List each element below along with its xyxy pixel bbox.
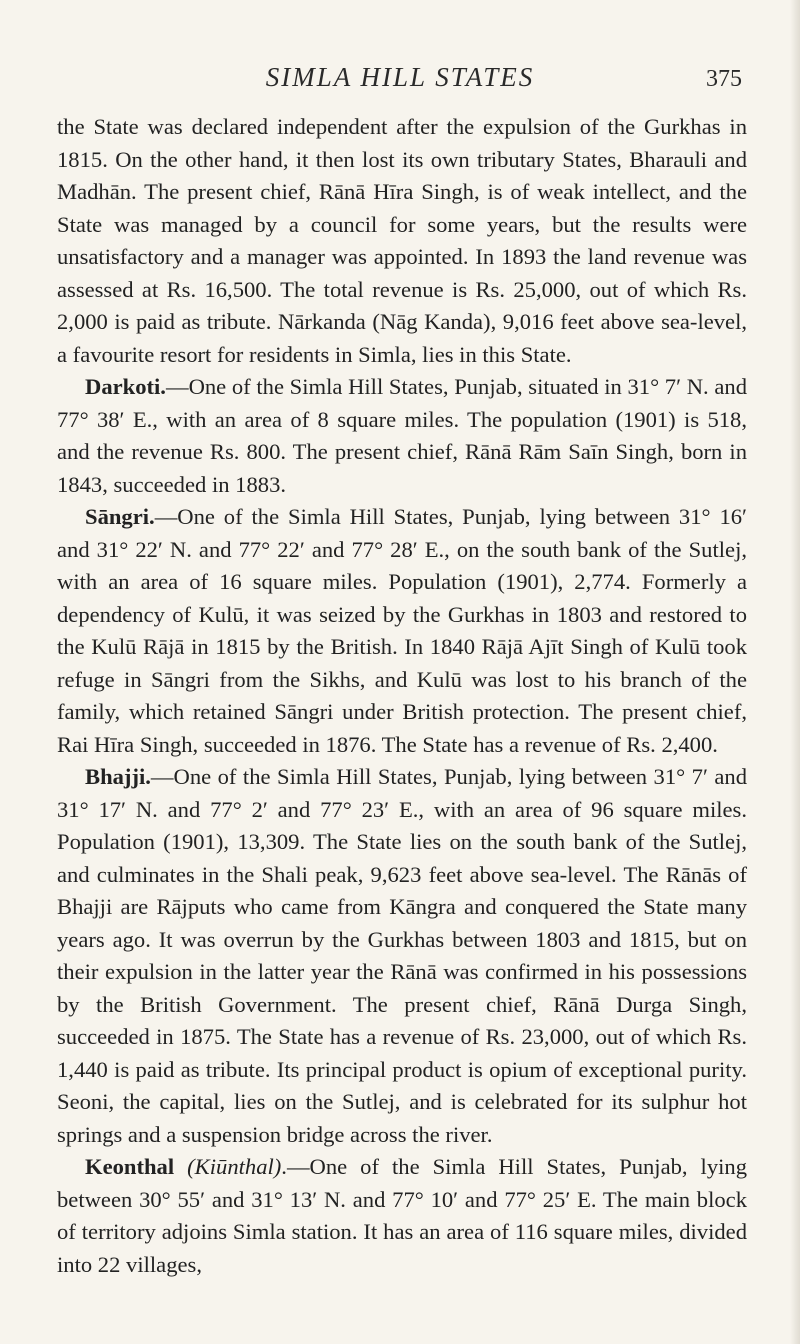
entry-darkoti: [57, 371, 747, 501]
entry-keonthal: [57, 1151, 747, 1281]
paragraph-continuation: [57, 111, 747, 371]
entry-text: .—One of the Simla Hill States, Punjab, lying between 30° 55′ and 31° 13′ N. and 77° 10′ and 77° 25′ E. The main block of territory adjoins Simla station. It has an area of 116 square miles, divided into 22 villages,: [57, 1154, 747, 1277]
page-edge-shadow: [790, 0, 800, 1344]
body-text: [57, 111, 747, 1281]
running-title: SIMLA HILL STATES: [265, 62, 535, 92]
entry-text: —One of the Simla Hill States, Punjab, lying between 31° 16′ and 31° 22′ N. and 77° 22′ and 77° 28′ E., on the south bank of the Sutlej, with an area of 16 square miles. Population (1901), 2,774. Formerly a dependency of Kulū, it was seized by the Gurkhas in 1803 and restored to the Kulū Rājā in 1815 by the British. In 1840 Rājā Ajīt Singh of Kulū took refuge in Sāngri from the Sikhs, and Kulū was lost to his branch of the family, which retained Sāngri under British protection. The present chief, Rai Hīra Singh, succeeded in 1876. The State has a revenue of Rs. 2,400.: [57, 504, 747, 757]
page-header: [0, 62, 800, 102]
entry-subtitle: (Kiūnthal): [187, 1154, 282, 1179]
entry-title: Bhajji.: [85, 764, 151, 789]
entry-text: —One of the Simla Hill States, Punjab, situated in 31° 7′ N. and 77° 38′ E., with an area of 8 square miles. The population (1901) is 518, and the revenue Rs. 800. The present chief, Rānā Rām Saīn Singh, born in 1843, succeeded in 1883.: [57, 374, 747, 497]
paragraph-text: the State was declared independent after the expulsion of the Gurkhas in 1815. On the other hand, it then lost its own tributary States, Bharauli and Madhān. The present chief, Rānā Hīra Singh, is of weak intellect, and the State was managed by a council for some years, but the results were unsatisfactory and a manager was appointed. In 1893 the land revenue was assessed at Rs. 16,500. The total revenue is Rs. 25,000, out of which Rs. 2,000 is paid as tribute. Nārkanda (Nāg Kanda), 9,016 feet above sea-level, a favourite resort for residents in Simla, lies in this State.: [57, 114, 747, 367]
entry-title: Keonthal: [85, 1154, 175, 1179]
entry-text: —One of the Simla Hill States, Punjab, lying between 31° 7′ and 31° 17′ N. and 77° 2′ and 77° 23′ E., with an area of 96 square miles. Population (1901), 13,309. The State lies on the south bank of the Sutlej, and culminates in the Shali peak, 9,623 feet above sea-level. The Rānās of Bhajji are Rājputs who came from Kāngra and conquered the State many years ago. It was overrun by the Gurkhas between 1803 and 1815, but on their expulsion in the latter year the Rānā was confirmed in his possessions by the British Government. The present chief, Rānā Durga Singh, succeeded in 1875. The State has a revenue of Rs. 23,000, out of which Rs. 1,440 is paid as tribute. Its principal product is opium of exceptional purity. Seoni, the capital, lies on the Sutlej, and is celebrated for its sulphur hot springs and a suspension bridge across the river.: [57, 764, 747, 1147]
entry-title: Darkoti.: [85, 374, 166, 399]
page-number: 375: [706, 66, 742, 92]
entry-bhajji: [57, 761, 747, 1151]
entry-sangri: [57, 501, 747, 761]
entry-title: Sāngri.: [85, 504, 155, 529]
